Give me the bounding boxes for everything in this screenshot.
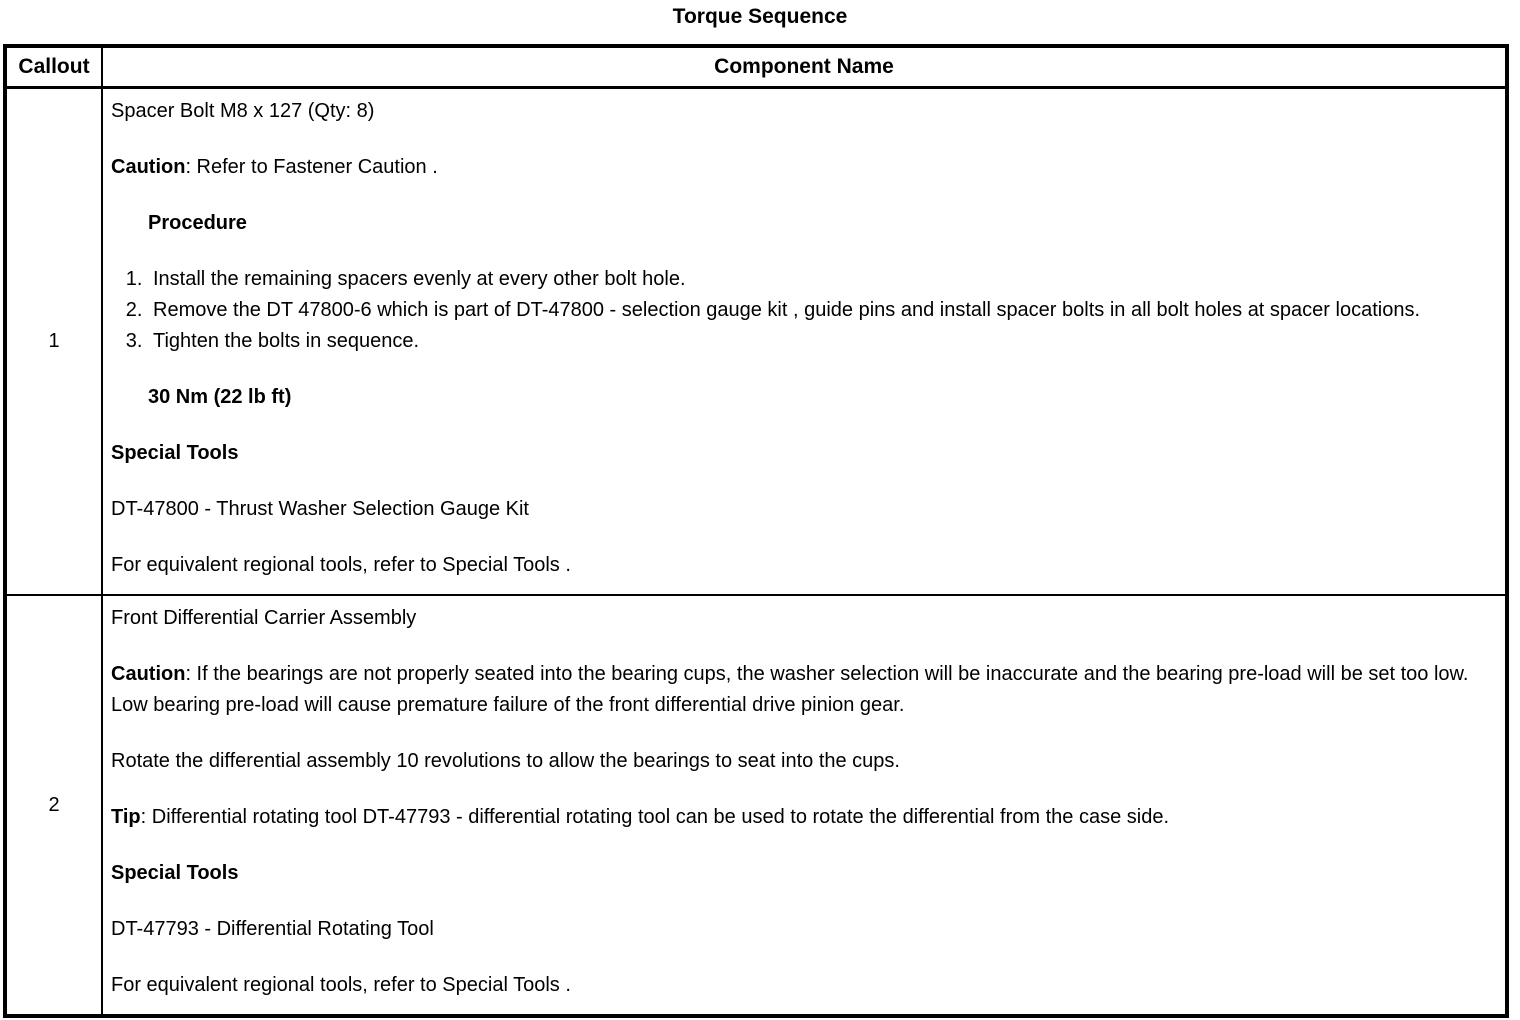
text-segment: : If the bearings are not properly seated into the bearing cups, the washer selection will be inaccurate and the bearing pre-load will be set too low. Low bearing pre-load will cause premature failure of the front differential drive pinion gear. — [111, 663, 1469, 716]
component-description-cell — [102, 88, 1507, 596]
table-row — [5, 595, 1507, 1016]
procedure-heading — [148, 208, 1495, 239]
procedure-step-list — [111, 264, 1495, 357]
special-tool-reference — [111, 494, 1495, 525]
text-segment: Front Differential Carrier Assembly — [111, 607, 417, 629]
caution-note — [111, 659, 1495, 721]
special-tool-reference — [111, 914, 1495, 945]
procedure-step — [148, 264, 1495, 295]
text-segment: Tighten the bolts in sequence. — [153, 330, 420, 352]
page-title: Torque Sequence — [672, 5, 848, 28]
component-name-text — [111, 96, 1495, 127]
bold-text-segment: Special Tools — [111, 862, 239, 884]
text-segment: : Refer to Fastener Caution . — [185, 156, 438, 178]
bold-text-segment: Special Tools — [111, 442, 239, 464]
text-segment: DT-47800 - Thrust Washer Selection Gauge Kit — [111, 498, 529, 520]
torque-sequence-table — [3, 44, 1509, 1018]
regional-tools-note — [111, 550, 1495, 581]
component-description-cell — [102, 595, 1507, 1016]
text-segment: Remove the DT 47800-6 which is part of DT-47800 - selection gauge kit , guide pins and install spacer bolts in all bolt holes at spacer locations. — [153, 299, 1421, 321]
bold-text-segment: Tip — [111, 806, 141, 828]
column-header-callout: Callout — [5, 46, 102, 88]
caution-note — [111, 152, 1495, 183]
table-row — [5, 88, 1507, 596]
text-segment: Spacer Bolt M8 x 127 (Qty: 8) — [111, 100, 375, 122]
text-segment: Rotate the differential assembly 10 revolutions to allow the bearings to seat into the cups. — [111, 750, 900, 772]
bold-text-segment: 30 Nm (22 lb ft) — [148, 386, 292, 408]
text-segment: DT-47793 - Differential Rotating Tool — [111, 918, 434, 940]
text-segment: Install the remaining spacers evenly at every other bolt hole. — [153, 268, 686, 290]
special-tools-heading — [111, 858, 1495, 889]
table-body — [5, 88, 1507, 1017]
procedure-step — [148, 326, 1495, 357]
tip-note — [111, 802, 1495, 833]
rotate-instruction — [111, 746, 1495, 777]
text-segment: : Differential rotating tool DT-47793 - differential rotating tool can be used to rotate the differential from the case side. — [140, 806, 1170, 828]
special-tools-heading — [111, 438, 1495, 469]
callout-number: 1 — [5, 88, 102, 596]
torque-spec — [148, 382, 1495, 413]
regional-tools-note — [111, 970, 1495, 1001]
text-segment: For equivalent regional tools, refer to Special Tools . — [111, 974, 571, 996]
table-header-row — [5, 46, 1507, 88]
procedure-step — [148, 295, 1495, 326]
column-header-component-name: Component Name — [102, 46, 1507, 88]
bold-text-segment: Caution — [111, 156, 186, 178]
callout-number: 2 — [5, 595, 102, 1016]
bold-text-segment: Procedure — [148, 212, 247, 234]
component-name-text — [111, 603, 1495, 634]
text-segment: For equivalent regional tools, refer to Special Tools . — [111, 554, 571, 576]
bold-text-segment: Caution — [111, 663, 186, 685]
